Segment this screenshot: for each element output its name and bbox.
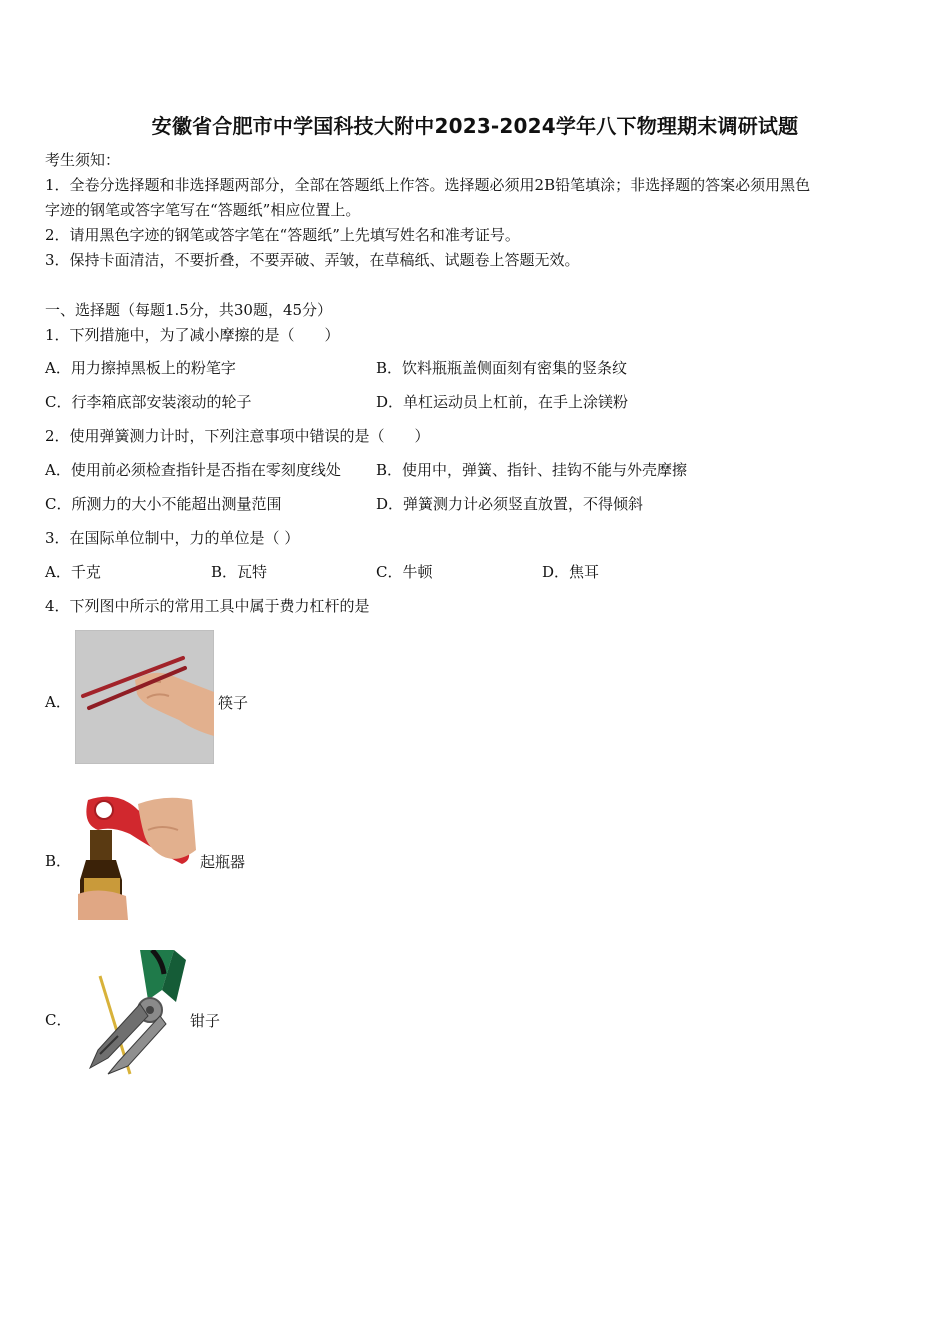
notice-item: 字迹的钢笔或答字笔写在“答题纸”相应位置上。 xyxy=(45,201,361,219)
question-stem: 2．使用弹簧测力计时，下列注意事项中错误的是（ ） xyxy=(45,427,430,445)
option-a-label: 筷子 xyxy=(218,694,249,712)
option-a[interactable]: A．用力擦掉黑板上的粉笔字 xyxy=(45,359,236,377)
notice-item: 1．全卷分选择题和非选择题两部分，全部在答题纸上作答。选择题必须用2B铅笔填涂；非选择题的答案必须用黑色 xyxy=(45,176,811,194)
chopsticks-image[interactable] xyxy=(75,630,214,764)
page-title: 安徽省合肥市中学国科技大附中2023-2024学年八下物理期末调研试题 xyxy=(151,114,799,138)
option-a-letter[interactable]: A． xyxy=(45,693,71,711)
option-c-letter[interactable]: C． xyxy=(45,1011,72,1029)
pliers-image[interactable] xyxy=(78,950,186,1076)
question-stem: 3．在国际单位制中，力的单位是（ ） xyxy=(45,529,300,547)
option-b[interactable]: B．瓦特 xyxy=(211,563,268,581)
question-stem: 1．下列措施中，为了减小摩擦的是（ ） xyxy=(45,326,340,344)
option-c[interactable]: C．牛顿 xyxy=(376,563,433,581)
option-c[interactable]: C．行李箱底部安装滚动的轮子 xyxy=(45,393,252,411)
option-b[interactable]: B．饮料瓶瓶盖侧面刻有密集的竖条纹 xyxy=(376,359,628,377)
notice-heading: 考生须知： xyxy=(45,151,121,169)
section-heading: 一、选择题（每题1.5分，共30题，45分） xyxy=(45,301,333,319)
notice-item: 2．请用黑色字迹的钢笔或答字笔在“答题纸”上先填写姓名和准考证号。 xyxy=(45,226,520,244)
option-d[interactable]: D．单杠运动员上杠前，在手上涂镁粉 xyxy=(376,393,629,411)
option-b-letter[interactable]: B． xyxy=(45,852,72,870)
bottle-opener-image[interactable] xyxy=(78,790,196,920)
notice-item: 3．保持卡面清洁，不要折叠，不要弄破、弄皱，在草稿纸、试题卷上答题无效。 xyxy=(45,251,580,269)
option-a[interactable]: A．千克 xyxy=(45,563,101,581)
option-a[interactable]: A．使用前必须检查指针是否指在零刻度线处 xyxy=(45,461,341,479)
option-b-label: 起瓶器 xyxy=(200,853,246,871)
option-c[interactable]: C．所测力的大小不能超出测量范围 xyxy=(45,495,282,513)
option-d[interactable]: D．焦耳 xyxy=(542,563,600,581)
option-b[interactable]: B．使用中，弹簧、指针、挂钩不能与外壳摩擦 xyxy=(376,461,688,479)
option-c-label: 钳子 xyxy=(190,1012,221,1030)
option-d[interactable]: D．弹簧测力计必须竖直放置，不得倾斜 xyxy=(376,495,644,513)
question-stem: 4．下列图中所示的常用工具中属于费力杠杆的是 xyxy=(45,597,370,615)
